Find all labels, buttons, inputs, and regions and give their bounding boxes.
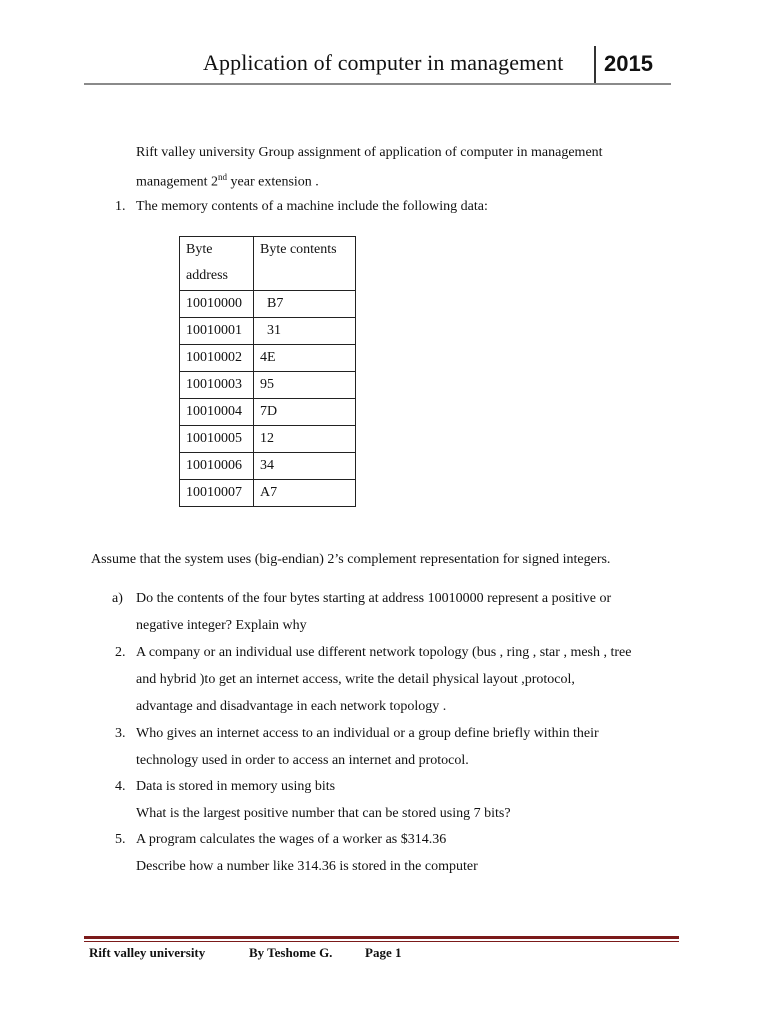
- row-address: 10010002: [180, 345, 254, 372]
- memory-table-header: [180, 237, 356, 291]
- question-a-line-2: negative integer? Explain why: [136, 618, 307, 633]
- memory-table: [179, 236, 356, 507]
- header-byte-contents: Byte contents: [254, 237, 356, 291]
- footer-page-number: Page 1: [365, 945, 402, 960]
- question-3-line-1: Who gives an internet access to an individual or a group define briefly within their: [136, 726, 599, 741]
- footer-rule-thin: [84, 941, 679, 942]
- question-2-line-3: advantage and disadvantage in each network topology .: [136, 699, 447, 714]
- row-content: 31: [254, 318, 356, 345]
- header-byte-address-line1: Byte: [186, 242, 213, 257]
- question-4-number: 4.: [115, 779, 126, 794]
- table-row: [180, 318, 356, 345]
- row-address: 10010005: [180, 426, 254, 453]
- header-byte-address: [180, 237, 254, 291]
- intro-line-2: [136, 172, 319, 191]
- table-row: [180, 372, 356, 399]
- question-5-number: 5.: [115, 832, 126, 847]
- row-content: 95: [254, 372, 356, 399]
- row-content: 12: [254, 426, 356, 453]
- row-address: 10010004: [180, 399, 254, 426]
- table-row: [180, 345, 356, 372]
- row-address: 10010006: [180, 453, 254, 480]
- question-3-number: 3.: [115, 726, 126, 741]
- footer-author: By Teshome G.: [249, 945, 333, 960]
- question-4-line-1: Data is stored in memory using bits: [136, 779, 336, 794]
- row-content: 4E: [254, 345, 356, 372]
- table-row: [180, 291, 356, 318]
- intro-line-2-suffix: year extension .: [227, 174, 319, 190]
- question-4-line-2: What is the largest positive number that can be stored using 7 bits?: [136, 806, 511, 821]
- footer-rule-thick: [84, 936, 679, 939]
- table-row: [180, 399, 356, 426]
- header-rule: [84, 83, 671, 85]
- intro-line-2-sup: nd: [218, 172, 228, 182]
- header-separator: [594, 46, 596, 84]
- question-1-text: The memory contents of a machine include the following data:: [136, 199, 488, 214]
- intro-line-1: Rift valley university Group assignment of application of computer in management: [136, 145, 603, 160]
- row-content: 34: [254, 453, 356, 480]
- question-a-number: a): [112, 591, 123, 606]
- row-content: 7D: [254, 399, 356, 426]
- assumption-text: Assume that the system uses (big-endian) 2’s complement representation for signed integers.: [91, 552, 611, 567]
- row-address: 10010007: [180, 480, 254, 507]
- row-content: B7: [254, 291, 356, 318]
- intro-line-2-prefix: management 2: [136, 174, 219, 190]
- row-address: 10010001: [180, 318, 254, 345]
- question-2-line-1: A company or an individual use different network topology (bus , ring , star , mesh , tree: [136, 645, 632, 660]
- question-5-line-1: A program calculates the wages of a worker as $314.36: [136, 832, 447, 847]
- header-title: Application of computer in management: [203, 50, 564, 75]
- question-a-line-1: Do the contents of the four bytes starting at address 10010000 represent a positive or: [136, 591, 612, 606]
- question-3-line-2: technology used in order to access an internet and protocol.: [136, 753, 469, 768]
- footer-university: Rift valley university: [89, 945, 206, 960]
- table-row: [180, 480, 356, 507]
- row-content: A7: [254, 480, 356, 507]
- question-2-number: 2.: [115, 645, 126, 660]
- table-row: [180, 453, 356, 480]
- table-row: [180, 426, 356, 453]
- row-address: 10010003: [180, 372, 254, 399]
- question-1-number: 1.: [115, 199, 126, 214]
- row-address: 10010000: [180, 291, 254, 318]
- question-5-line-2: Describe how a number like 314.36 is stored in the computer: [136, 859, 478, 874]
- question-2-line-2: and hybrid )to get an internet access, write the detail physical layout ,protocol,: [136, 672, 575, 687]
- header-byte-address-line2: address: [186, 268, 228, 283]
- header-year: 2015: [604, 51, 653, 76]
